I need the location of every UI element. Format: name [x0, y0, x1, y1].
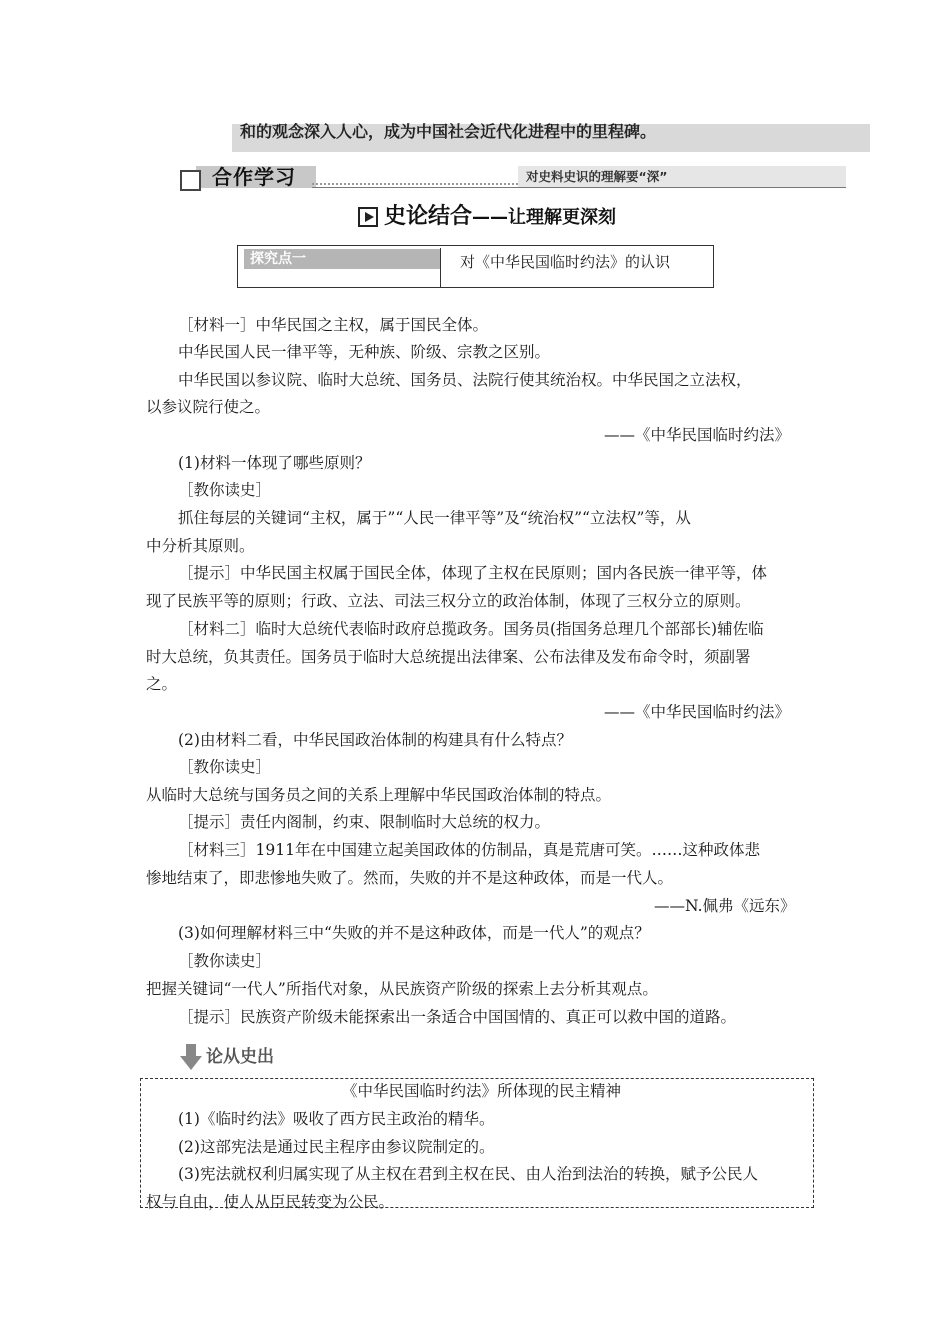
material-three-line: 惨地结束了，即悲惨地失败了。然而，失败的并不是这种政体，而是一代人。	[146, 869, 674, 887]
summary-title: 《中华民国临时约法》所体现的民主精神	[342, 1082, 622, 1100]
source-citation: ——《中华民国临时约法》	[604, 426, 791, 444]
hint-line: ［提示］中华民国主权属于国民全体，体现了主权在民原则；国内各民族一律平等，体	[178, 564, 768, 582]
summary-item: 权与自由，使人从臣民转变为公民。	[146, 1193, 395, 1211]
material-three-line: ［材料三］1911年在中国建立起美国政体的仿制品，真是荒唐可笑。……这种政体悲	[178, 841, 760, 859]
summary-item: (2)这部宪法是通过民主程序由参议院制定的。	[178, 1138, 495, 1156]
material-two-line: ［材料二］临时大总统代表临时政府总揽政务。国务员(指国务总理几个部部长)辅佐临	[178, 620, 764, 638]
subsection-title-main: 史论结合	[384, 204, 473, 229]
section-dotted-divider	[312, 171, 518, 185]
summary-item: (3)宪法就权利归属实现了从主权在君到主权在民、由人治到法治的转换，赋予公民人	[178, 1165, 758, 1183]
reading-tip-line: 从临时大总统与国务员之间的关系上理解中华民国政治体制的特点。	[146, 786, 612, 804]
summary-item: (1)《临时约法》吸收了西方民主政治的精华。	[178, 1110, 495, 1128]
source-citation: ——《中华民国临时约法》	[604, 703, 791, 721]
source-citation: ——N.佩弗《远东》	[654, 897, 796, 915]
section-box-icon	[180, 170, 201, 191]
hint-line: ［提示］责任内阁制，约束、限制临时大总统的权力。	[178, 813, 551, 831]
reading-tip-label: ［教你读史］	[178, 758, 272, 776]
question-one: (1)材料一体现了哪些原则？	[178, 454, 371, 472]
question-three: (3)如何理解材料三中“失败的并不是这种政体，而是一代人”的观点？	[178, 924, 650, 942]
material-one-line: 中华民国人民一律平等，无种族、阶级、宗教之区别。	[178, 343, 551, 361]
material-one-line: 中华民国以参议院、临时大总统、国务员、法院行使其统治权。中华民国之立法权，	[178, 371, 752, 389]
hint-line: 现了民族平等的原则；行政、立法、司法三权分立的政治体制，体现了三权分立的原则。	[146, 592, 751, 610]
material-one-line: ［材料一］中华民国之主权，属于国民全体。	[178, 316, 489, 334]
continued-paragraph: 和的观念深入人心，成为中国社会近代化进程中的里程碑。	[240, 122, 657, 141]
material-two-line: 时大总统，负其责任。国务员于临时大总统提出法律案、公布法律及发布命令时，须副署	[146, 648, 751, 666]
probe-topic: 对《中华民国临时约法》的认识	[460, 253, 671, 271]
reading-tip-line: 抓住每层的关键词“主权，属于”“人民一律平等”及“统治权”“立法权”等，从	[178, 509, 691, 527]
section-title: 合作学习	[212, 165, 296, 189]
reading-tip-label: ［教你读史］	[178, 481, 272, 499]
play-icon	[358, 207, 378, 227]
section-subtitle: 对史料史识的理解要“深”	[526, 169, 668, 184]
hint-line: ［提示］民族资产阶级未能探索出一条适合中国国情的、真正可以救中国的道路。	[178, 1008, 737, 1026]
conclusion-heading: 论从史出	[206, 1047, 274, 1067]
reading-tip-line: 中分析其原则。	[146, 537, 255, 555]
probe-divider	[440, 248, 441, 288]
reading-tip-line: 把握关键词“一代人”所指代对象，从民族资产阶级的探索上去分析其观点。	[146, 980, 658, 998]
reading-tip-label: ［教你读史］	[178, 952, 272, 970]
question-two: (2)由材料二看，中华民国政治体制的构建具有什么特点？	[178, 731, 572, 749]
probe-label: 探究点一	[250, 251, 306, 267]
material-one-line: 以参议院行使之。	[146, 398, 271, 416]
down-arrow-icon	[180, 1044, 202, 1070]
subsection-title	[384, 203, 616, 232]
section-underline	[312, 187, 846, 188]
subsection-title-sub: ——让理解更深刻	[472, 207, 617, 228]
material-two-line: 之。	[146, 675, 178, 693]
